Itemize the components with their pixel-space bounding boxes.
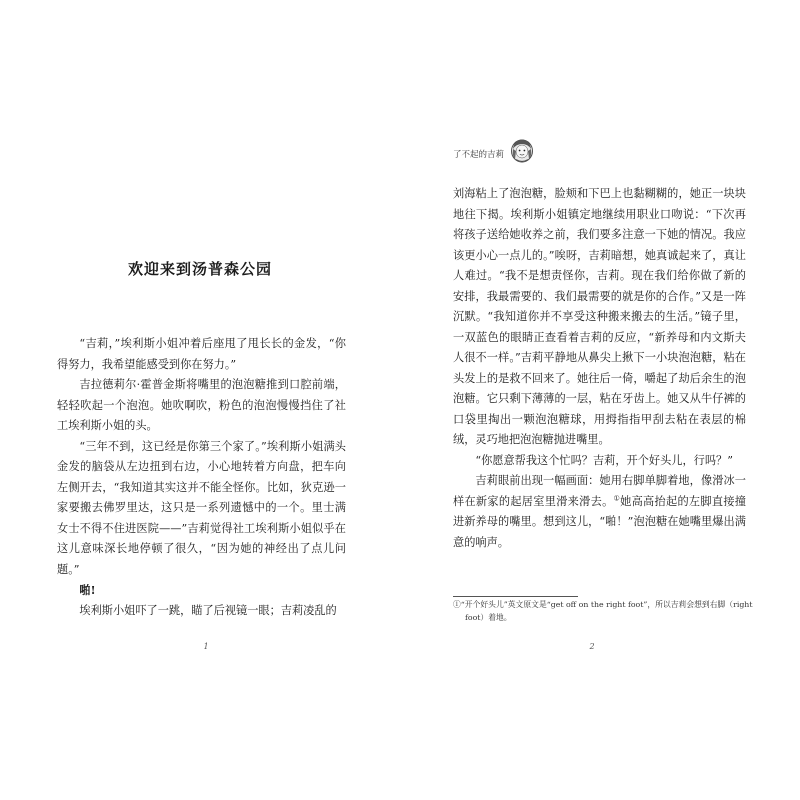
paragraph: 吉拉德莉尔·霍普金斯将嘴里的泡泡糖推到口腔前端，轻轻吹起一个泡泡。她吹啊吹，粉色的泡泡慢慢挡住了社工埃利斯小姐的头。 (57, 378, 346, 432)
right-page-body (453, 184, 746, 553)
page-number: 1 (203, 642, 209, 651)
footnote: ①“开个好头儿”英文原文是“get off on the right foot”，所以吉莉会想到右脚（right foot）着地。 (453, 600, 753, 622)
page-number: 2 (589, 642, 595, 651)
left-page-body (57, 334, 346, 621)
running-head: 了不起的吉莉 (453, 150, 505, 160)
girl-portrait-icon (510, 137, 534, 163)
paragraph-text: 她高高抬起的左脚直接撞进新养母的嘴里。想到这儿，“啪！”泡泡糖在她嘴里爆出满意的响声。 (453, 494, 746, 549)
right-page (400, 0, 800, 800)
paragraph: 埃利斯小姐吓了一跳，瞄了后视镜一眼；吉莉凌乱的 (79, 603, 337, 617)
paragraph: “三年不到，这已经是你第三个家了。”埃利斯小姐满头金发的脑袋从左边扭到右边，小心地转着方向盘，把车向左侧开去，“我知道其实这并不能全怪你。比如，狄克逊一家要搬去佛罗里达，这只是一系列遗憾中的一个。里士满女士不得不住进医院——”吉莉觉得社工埃利斯小姐似乎在这儿意味深长地停顿了很久，“因为她的神经出了点儿问题。” (57, 439, 346, 576)
paragraph: “吉莉，”埃利斯小姐冲着后座甩了甩长长的金发，“你得努力，我希望能感受到你在努力。” (57, 337, 346, 371)
paragraph-onomatopoeia: 啪! (79, 583, 96, 597)
chapter-title: 欢迎来到汤普森公园 (127, 260, 272, 278)
paragraph-text: 吉莉眼前出现一幅画面：她用右脚单脚着地，像滑冰一样在新家的起居室里滑来滑去。 (453, 474, 746, 508)
footnote-marker[interactable]: ① (613, 493, 621, 502)
paragraph: 刘海粘上了泡泡糖，脸颊和下巴上也黏糊糊的，她正一块块地往下揭。埃利斯小姐镇定地继续用职业口吻说：“下次再将孩子送给她收养之前，我们要多注意一下她的情况。我应该更小心一点儿的。”唉呀，吉莉暗想，她真诚起来了，真让人难过。“我不是想责怪你，吉莉。现在我们给你做了新的安排，我最需要的、我们最需要的就是你的合作。”又是一阵沉默。“我知道你并不享受这种搬来搬去的生活。”镜子里，一双蓝色的眼睛正查看着吉莉的反应，“新养母和内文斯夫人很不一样。”吉莉平静地从鼻尖上揪下一小块泡泡糖，粘在头发上的是救不回来了。她往后一倚，嚼起了劫后余生的泡泡糖。它只剩下薄薄的一层，粘在牙齿上。她又从牛仔裤的口袋里掏出一颗泡泡糖球，用拇指指甲刮去粘在表层的棉绒，灵巧地把泡泡糖抛进嘴里。 (453, 187, 746, 446)
paragraph: “你愿意帮我这个忙吗？吉莉，开个好头儿，行吗？” (475, 453, 733, 467)
footnote-divider (453, 596, 578, 597)
paragraph-with-footnote (453, 471, 746, 553)
